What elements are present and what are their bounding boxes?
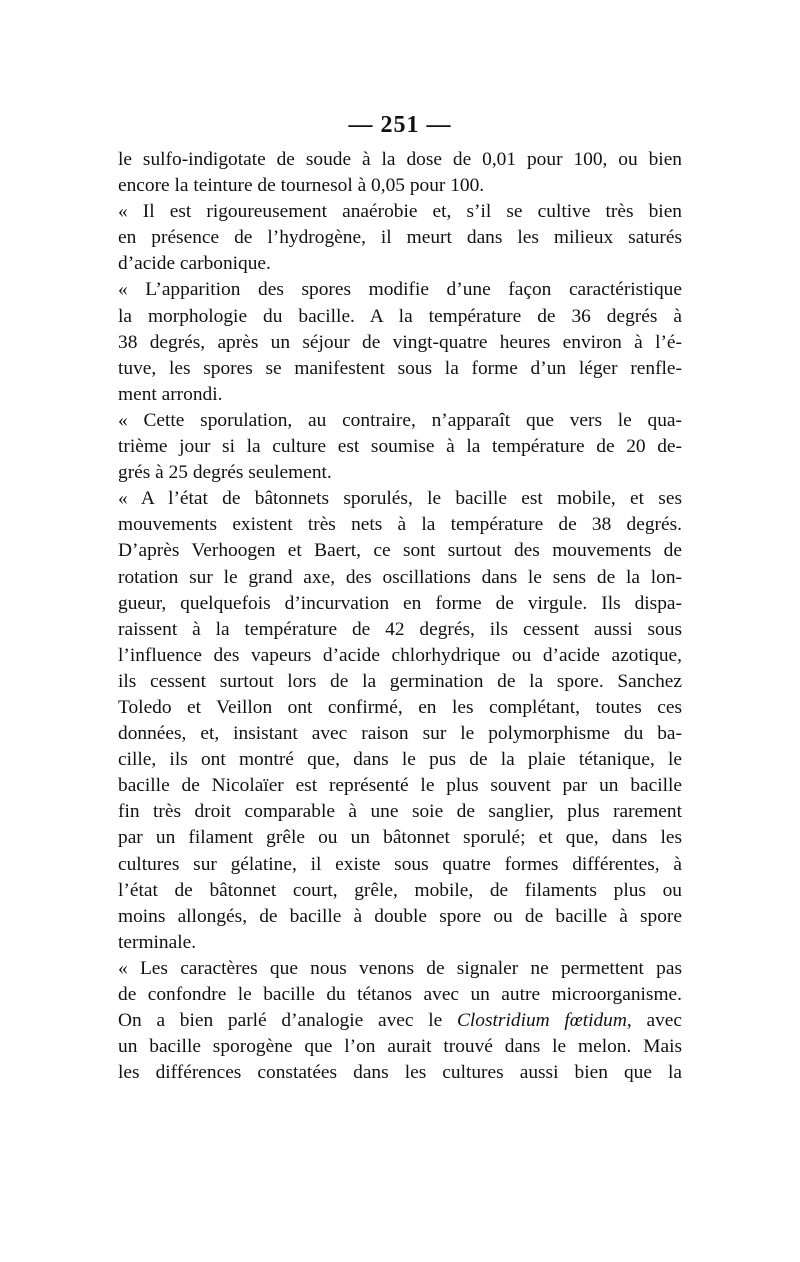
text-line: cille, ils ont montré que, dans le pus de la plaie tétanique, le (118, 749, 682, 771)
paragraph-3 (118, 277, 682, 407)
text-line: D’après Verhoogen et Baert, ce sont surtout des mouvements de (118, 540, 682, 562)
text-line: l’état de bâtonnet court, grêle, mobile, de filaments plus ou (118, 879, 682, 901)
text-line: bacille de Nicolaïer est représenté le plus souvent par un bacille (118, 775, 682, 797)
text-line: la morphologie du bacille. A la température de 36 degrés à (118, 305, 682, 327)
paragraph-5 (118, 486, 682, 956)
text-line: de confondre le bacille du tétanos avec un autre microorganisme. (118, 984, 682, 1005)
text-line: terminale. (118, 931, 197, 953)
text-line: gueur, quelquefois d’incurvation en forme de virgule. Ils dispa- (118, 592, 682, 614)
text-line: données, et, insistant avec raison sur le polymorphisme du ba- (118, 723, 682, 745)
text-line: les différences constatées dans les cultures aussi bien que la (118, 1062, 682, 1084)
text-line: « Cette sporulation, au contraire, n’apparaît que vers le qua- (118, 409, 682, 431)
paragraph-4 (118, 408, 682, 486)
text-fragment: On a bien parlé d’analogie avec le (118, 1010, 457, 1032)
text-line: mouvements existent très nets à la température de 38 degrés. (118, 514, 682, 536)
text-line: par un filament grêle ou un bâtonnet sporulé; et que, dans les (118, 827, 682, 849)
text-line: Toledo et Veillon ont confirmé, en les complétant, toutes ces (118, 696, 682, 718)
paragraph-1 (118, 147, 682, 199)
text-line: tuve, les spores se manifestent sous la forme d’un léger renfle- (118, 357, 682, 379)
italic-species-name: Clostridium fœtidum (456, 1010, 627, 1032)
text-line: rotation sur le grand axe, des oscillations dans le sens de la lon- (118, 566, 682, 588)
text-line: « Il est rigoureusement anaérobie et, s’il se cultive très bien (118, 201, 682, 223)
page-number: — 251 — (348, 112, 452, 138)
body-text (118, 147, 682, 1086)
text-line: « Les caractères que nous venons de signaler ne permettent pas (118, 957, 682, 979)
text-fragment: , avec (626, 1010, 682, 1032)
text-line: grés à 25 degrés seulement. (118, 462, 332, 484)
text-line: d’acide carbonique. (118, 253, 271, 275)
text-line: moins allongés, de bacille à double spore ou de bacille à spore (118, 905, 682, 927)
text-line: fin très droit comparable à une soie de sanglier, plus rarement (118, 801, 682, 823)
text-line: raissent à la température de 42 degrés, ils cessent aussi sous (118, 618, 682, 640)
text-line: 38 degrés, après un séjour de vingt-quatre heures environ à l’é- (118, 331, 682, 353)
paragraph-6 (118, 956, 682, 1086)
text-line: le sulfo-indigotate de soude à la dose de 0,01 pour 100, ou bien (118, 149, 682, 170)
text-line: « L’apparition des spores modifie d’une façon caractéristique (118, 279, 682, 301)
text-line: encore la teinture de tournesol à 0,05 pour 100. (118, 175, 485, 197)
text-line-with-italic (118, 1008, 682, 1034)
text-line: en présence de l’hydrogène, il meurt dans les milieux saturés (118, 227, 682, 249)
text-line: cultures sur gélatine, il existe sous quatre formes différentes, à (118, 853, 682, 875)
text-line: l’influence des vapeurs d’acide chlorhydrique ou d’acide azotique, (118, 644, 682, 666)
text-line: ils cessent surtout lors de la germination de la spore. Sanchez (118, 670, 682, 692)
paragraph-2 (118, 199, 682, 277)
text-line: un bacille sporogène que l’on aurait trouvé dans le melon. Mais (118, 1036, 682, 1058)
text-line: ment arrondi. (118, 383, 223, 405)
text-line: « A l’état de bâtonnets sporulés, le bacille est mobile, et ses (118, 488, 682, 510)
text-line: trième jour si la culture est soumise à la température de 20 de- (118, 436, 682, 458)
